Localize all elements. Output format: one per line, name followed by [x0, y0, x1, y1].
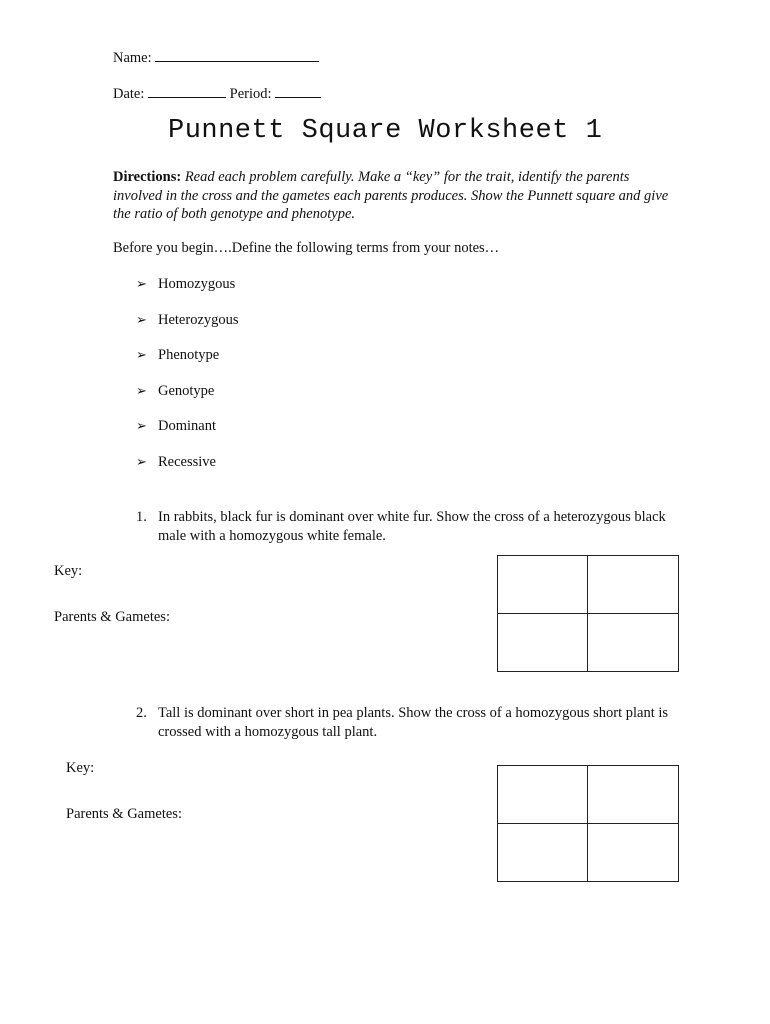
arrow-bullet-icon: ➢: [136, 313, 147, 328]
problem-1: [136, 508, 678, 545]
term-label: Phenotype: [158, 347, 220, 363]
punnett-cell[interactable]: [498, 766, 588, 824]
problem-number: 2.: [136, 705, 147, 721]
problem-text: In rabbits, black fur is dominant over white fur. Show the cross of a heterozygous black male with a homozygous white female.: [158, 509, 666, 544]
term-item: [136, 454, 216, 471]
arrow-bullet-icon: ➢: [136, 455, 147, 470]
directions-text: Read each problem carefully. Make a “key” for the trait, identify the parents involved in the cross and the gametes each parents produces. Show the Punnett square and give the ratio of both genotype and phenotype.: [113, 169, 669, 222]
term-label: Homozygous: [158, 276, 236, 292]
period-label: Period:: [229, 86, 272, 102]
term-item: [136, 347, 219, 364]
term-label: Recessive: [158, 454, 216, 470]
name-field[interactable]: [155, 48, 319, 62]
date-field[interactable]: [148, 84, 226, 98]
punnett-cell[interactable]: [498, 614, 588, 672]
punnett-cell[interactable]: [588, 556, 678, 614]
punnett-cell[interactable]: [588, 766, 678, 824]
problem-number: 1.: [136, 509, 147, 525]
page-title: Punnett Square Worksheet 1: [168, 116, 603, 146]
name-line: [113, 48, 319, 67]
term-label: Dominant: [158, 418, 216, 434]
arrow-bullet-icon: ➢: [136, 384, 147, 399]
punnett-cell[interactable]: [498, 824, 588, 882]
problem-text: Tall is dominant over short in pea plants. Show the cross of a homozygous short plant is crossed with a homozygous tall plant.: [158, 705, 669, 740]
name-label: Name:: [113, 50, 152, 66]
term-item: [136, 276, 235, 293]
parents-gametes-label: Parents & Gametes:: [66, 806, 182, 822]
key-label: Key:: [66, 760, 95, 776]
parents-gametes-label: Parents & Gametes:: [54, 609, 170, 625]
term-item: [136, 312, 239, 329]
directions-label: Directions:: [113, 169, 182, 185]
directions: [113, 168, 673, 224]
period-field[interactable]: [275, 84, 321, 98]
terms-intro: Before you begin….Define the following terms from your notes…: [113, 240, 500, 256]
term-item: [136, 383, 214, 400]
key-label: Key:: [54, 563, 83, 579]
punnett-square[interactable]: [497, 765, 679, 882]
arrow-bullet-icon: ➢: [136, 419, 147, 434]
term-label: Heterozygous: [158, 312, 239, 328]
punnett-cell[interactable]: [588, 614, 678, 672]
arrow-bullet-icon: ➢: [136, 277, 147, 292]
term-label: Genotype: [158, 383, 215, 399]
punnett-cell[interactable]: [588, 824, 678, 882]
date-label: Date:: [113, 86, 145, 102]
punnett-cell[interactable]: [498, 556, 588, 614]
problem-2: [136, 704, 678, 741]
arrow-bullet-icon: ➢: [136, 348, 147, 363]
date-period-line: [113, 84, 321, 103]
term-item: [136, 418, 216, 435]
punnett-square[interactable]: [497, 555, 679, 672]
